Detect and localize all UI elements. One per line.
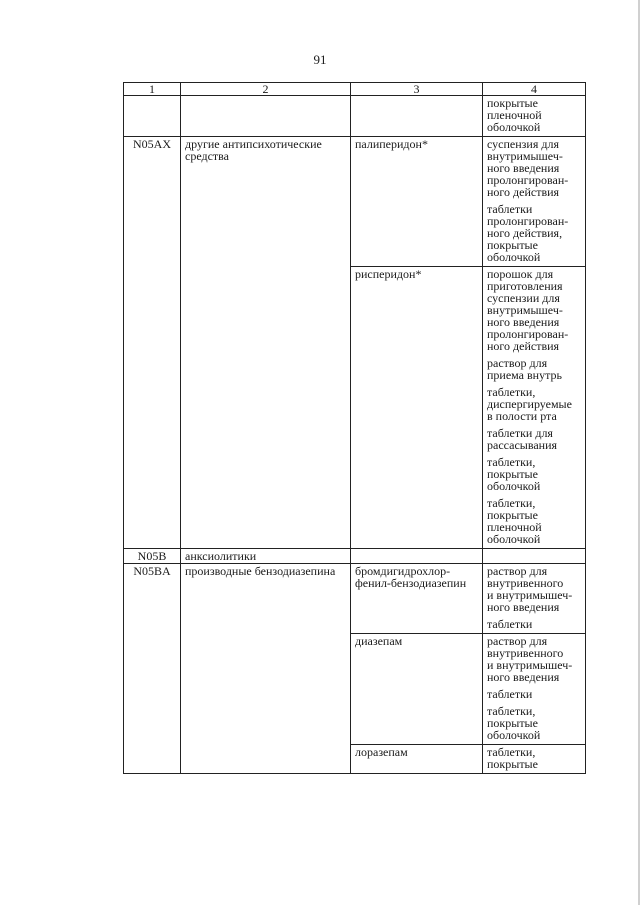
group-cell <box>181 549 351 564</box>
dosage-form-line: порошок для <box>487 267 554 281</box>
dosage-form-line: ного действия, <box>487 226 563 240</box>
dosage-form-line: раствор для <box>487 356 548 370</box>
dosage-form-line: приготовления <box>487 279 563 293</box>
dosage-form-line: таблетки, <box>487 385 536 399</box>
dosage-form-line: ного действия <box>487 339 560 353</box>
group-cell <box>181 564 351 774</box>
dosage-form-line: ного введения <box>487 161 560 175</box>
dosage-form <box>487 688 583 702</box>
dosage-form <box>487 618 583 632</box>
dosage-form-line: пролонгирован- <box>487 173 569 187</box>
dosage-form-line: покрытые <box>487 508 538 522</box>
dosage-forms-cell <box>483 634 586 745</box>
drug-name-line: палиперидон* <box>355 137 428 151</box>
dosage-form-line: оболочкой <box>487 120 541 134</box>
drug-name-line: фенил-бензодиазепин <box>355 576 467 590</box>
dosage-form-line: суспензия для <box>487 137 559 151</box>
drug-name-cell <box>351 96 483 137</box>
atc-code-cell <box>124 96 181 137</box>
dosage-forms-cell <box>483 96 586 137</box>
dosage-form <box>487 268 583 354</box>
dosage-form-line: таблетки, <box>487 704 536 718</box>
dosage-form-line: таблетки <box>487 202 533 216</box>
dosage-form-line: ного введения <box>487 315 560 329</box>
dosage-form-line: внутримышеч- <box>487 303 563 317</box>
dosage-form-line: внутривенного <box>487 576 564 590</box>
group-line: средства <box>185 149 230 163</box>
dosage-forms-cell <box>483 137 586 267</box>
dosage-form-line: пролонгирован- <box>487 214 569 228</box>
dosage-form-line: ного действия <box>487 185 560 199</box>
dosage-form-line: таблетки <box>487 687 533 701</box>
dosage-forms-cell <box>483 549 586 564</box>
drug-name-line: диазепам <box>355 634 403 648</box>
header-col-1: 1 <box>124 83 181 96</box>
dosage-form-line: таблетки, <box>487 745 536 759</box>
dosage-form-line: суспензии для <box>487 291 560 305</box>
dosage-form <box>487 357 583 383</box>
dosage-form-line: покрытые <box>487 238 538 252</box>
drug-name-line: рисперидон* <box>355 267 422 281</box>
dosage-form-line: ного введения <box>487 600 560 614</box>
drug-name-cell <box>351 634 483 745</box>
dosage-form <box>487 746 583 772</box>
dosage-form <box>487 635 583 685</box>
drug-name-cell <box>351 267 483 549</box>
dosage-form-line: и внутримышеч- <box>487 658 573 672</box>
drug-table-body <box>124 83 586 774</box>
dosage-form-line: таблетки, <box>487 455 536 469</box>
dosage-form-line: покрытые <box>487 757 538 771</box>
dosage-form-line: покрытые <box>487 96 538 110</box>
group-line: анксиолитики <box>185 549 257 563</box>
drug-name-cell <box>351 549 483 564</box>
dosage-form-line: раствор для <box>487 564 548 578</box>
drug-table <box>123 82 586 774</box>
dosage-form-line: покрытые <box>487 467 538 481</box>
group-line: производные бензодиазепина <box>185 564 336 578</box>
dosage-form-line: рассасывания <box>487 438 558 452</box>
dosage-form-line: пролонгирован- <box>487 327 569 341</box>
header-col-4: 4 <box>483 83 586 96</box>
header-row <box>124 83 586 96</box>
dosage-form <box>487 138 583 200</box>
dosage-form-line: оболочкой <box>487 250 541 264</box>
dosage-form <box>487 497 583 547</box>
dosage-form-line: таблетки <box>487 617 533 631</box>
dosage-forms-cell <box>483 564 586 634</box>
dosage-form-line: покрытые <box>487 716 538 730</box>
table-row <box>124 137 586 267</box>
dosage-form-line: оболочкой <box>487 479 541 493</box>
dosage-form <box>487 203 583 265</box>
header-col-2: 2 <box>181 83 351 96</box>
dosage-form-line: таблетки для <box>487 426 553 440</box>
atc-code-cell: N05B <box>124 549 181 564</box>
drug-name-cell <box>351 745 483 774</box>
atc-code-cell: N05BA <box>124 564 181 774</box>
table-row <box>124 96 586 137</box>
dosage-form-line: оболочкой <box>487 728 541 742</box>
dosage-form-line: и внутримышеч- <box>487 588 573 602</box>
table-row <box>124 564 586 634</box>
dosage-form-line: внутримышеч- <box>487 149 563 163</box>
dosage-form <box>487 456 583 494</box>
dosage-form <box>487 565 583 615</box>
drug-name-cell <box>351 564 483 634</box>
dosage-form-line: внутривенного <box>487 646 564 660</box>
dosage-form-line: раствор для <box>487 634 548 648</box>
drug-name-cell <box>351 137 483 267</box>
drug-name-line: бромдигидрохлор- <box>355 564 451 578</box>
group-cell <box>181 137 351 549</box>
group-line: другие антипсихотические <box>185 137 322 151</box>
dosage-form <box>487 705 583 743</box>
dosage-form-line: пленочной <box>487 108 542 122</box>
group-cell <box>181 96 351 137</box>
dosage-forms-cell <box>483 267 586 549</box>
page-number: 91 <box>313 52 327 67</box>
dosage-form-line: приема внутрь <box>487 368 562 382</box>
dosage-form <box>487 386 583 424</box>
dosage-forms-cell <box>483 745 586 774</box>
dosage-form-line: диспергируемые <box>487 397 572 411</box>
dosage-form <box>487 427 583 453</box>
table-row <box>124 549 586 564</box>
dosage-form-line: оболочкой <box>487 532 541 546</box>
dosage-form-line: ного введения <box>487 670 560 684</box>
dosage-form-line: пленочной <box>487 520 542 534</box>
dosage-form <box>487 97 583 135</box>
header-col-3: 3 <box>351 83 483 96</box>
dosage-form-line: таблетки, <box>487 496 536 510</box>
dosage-form-line: в полости рта <box>487 409 557 423</box>
atc-code-cell: N05AX <box>124 137 181 549</box>
drug-name-line: лоразепам <box>355 745 408 759</box>
